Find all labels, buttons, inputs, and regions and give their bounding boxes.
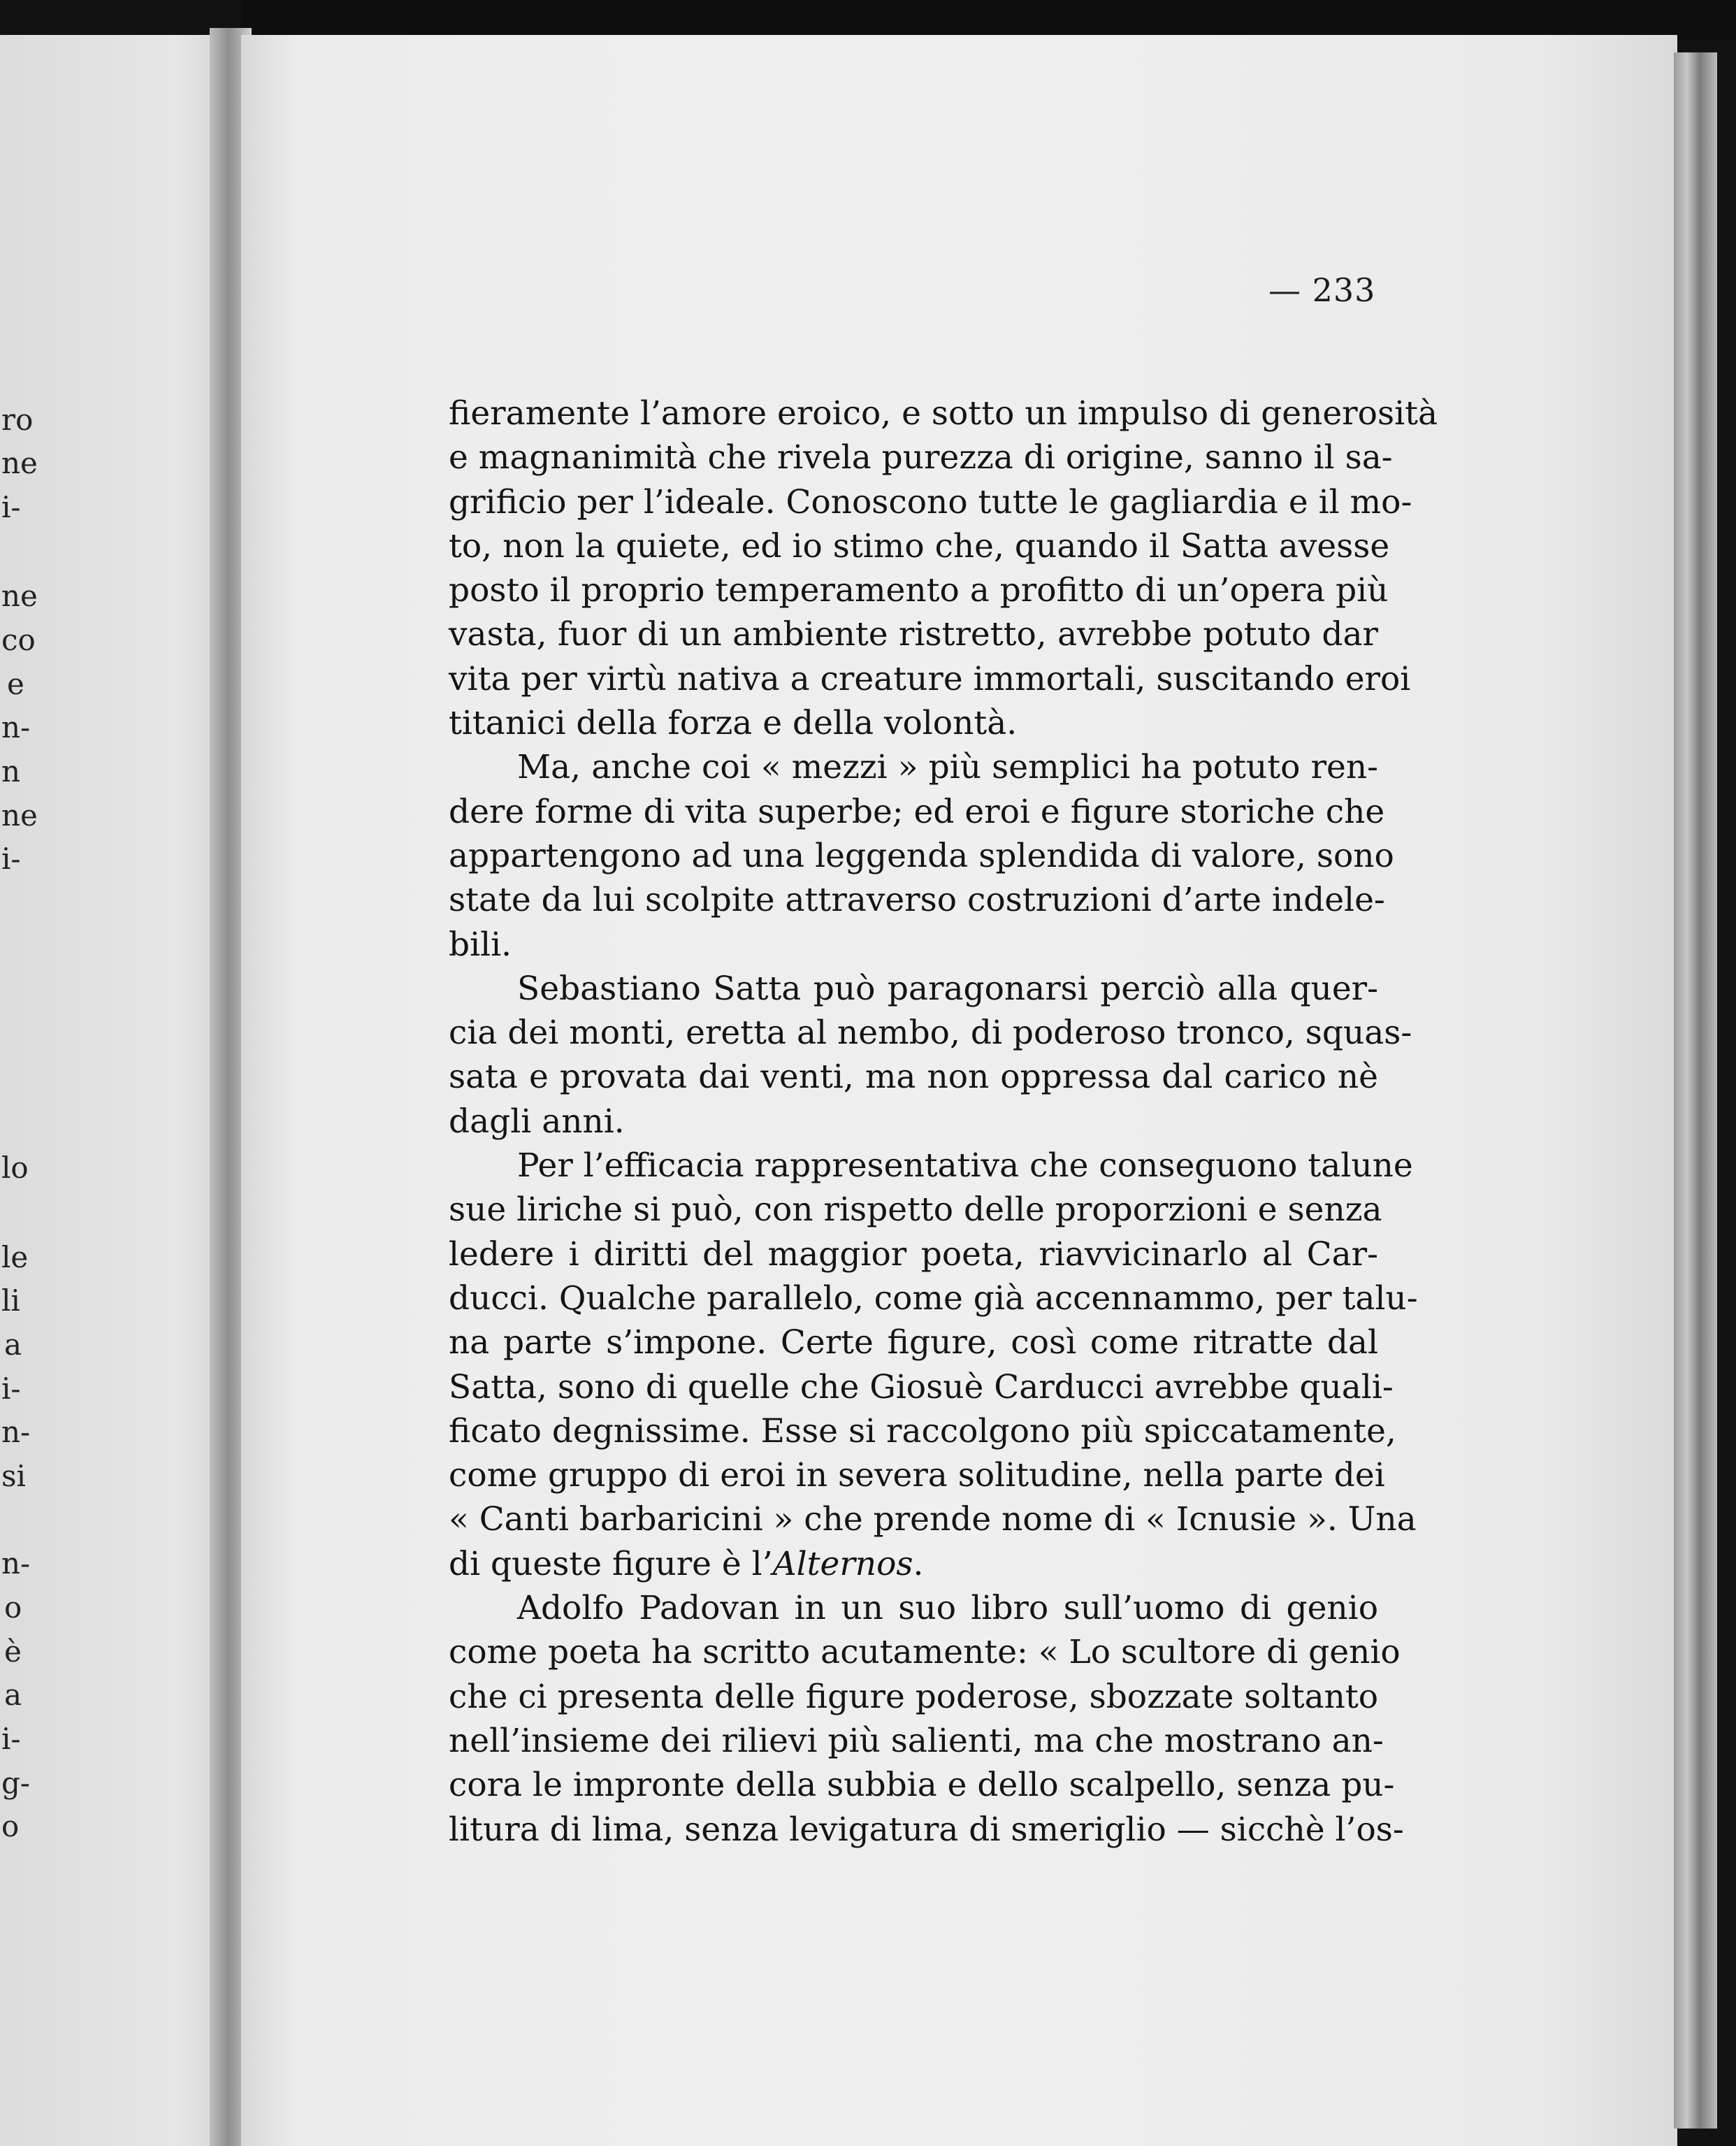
text-line: Ma, anche coi « mezzi » più semplici ha potuto ren-: [517, 748, 1378, 787]
text-line: cia dei monti, eretta al nembo, di poderoso tronco, squas-: [449, 1014, 1412, 1053]
left-fragment: le: [1, 1240, 29, 1274]
paragraph: [449, 1586, 1404, 1852]
text-line: e magnanimità che rivela purezza di origine, sanno il sa-: [449, 438, 1393, 477]
text-line: vasta, fuor di un ambiente ristretto, avrebbe potuto dar: [449, 615, 1378, 654]
italic-title: Alternos: [772, 1544, 913, 1583]
text-line: Per l’efficacia rappresentativa che conseguono talune: [517, 1146, 1413, 1186]
paragraph: [449, 1144, 1418, 1586]
text-line: posto il proprio temperamento a profitto di un’opera più: [449, 571, 1389, 610]
text-line: na parte s’impone. Certe figure, così come ritratte dal: [449, 1323, 1378, 1362]
text-line: bili.: [449, 925, 512, 964]
paragraph: [449, 391, 1438, 745]
text-line-suffix: .: [913, 1544, 924, 1583]
left-fragment: a: [4, 1678, 22, 1712]
text-line: ficato degnissime. Esse si raccolgono più spiccatamente,: [449, 1411, 1396, 1450]
text-line: Sebastiano Satta può paragonarsi perciò alla quer-: [517, 969, 1378, 1008]
text-line: litura di lima, senza levigatura di smeriglio — sicchè l’os-: [449, 1810, 1404, 1849]
paragraph: [449, 967, 1412, 1144]
text-line: Satta, sono di quelle che Giosuè Carducci avrebbe quali-: [449, 1367, 1394, 1406]
text-line: « Canti barbaricini » che prende nome di « Icnusie ». Una: [449, 1500, 1417, 1539]
text-line: cora le impronte della subbia e dello scalpello, senza pu-: [449, 1766, 1395, 1805]
left-fragment: i-: [1, 490, 21, 524]
left-fragment: i-: [1, 1371, 21, 1406]
text-line: vita per virtù nativa a creature immortali, suscitando eroi: [449, 659, 1411, 698]
text-line: appartengono ad una leggenda splendida di valore, sono: [449, 836, 1394, 875]
page-number: — 233: [1268, 271, 1376, 309]
page-stack-edge: [1674, 52, 1717, 2129]
text-line: come gruppo di eroi in severa solitudine, nella parte dei: [449, 1456, 1385, 1495]
left-fragment: n: [1, 754, 21, 788]
left-fragment: n-: [1, 1546, 31, 1580]
text-line: grificio per l’ideale. Conoscono tutte le gagliardia e il mo-: [449, 482, 1412, 521]
text-line: come poeta ha scritto acutamente: « Lo scultore di genio: [449, 1633, 1401, 1672]
text-line: nell’insieme dei rilievi più salienti, ma che mostrano an-: [449, 1721, 1384, 1760]
text-line: ducci. Qualche parallelo, come già accennammo, per talu-: [449, 1279, 1418, 1318]
text-line: Adolfo Padovan in un suo libro sull’uomo di genio: [517, 1589, 1378, 1628]
left-fragment: co: [1, 623, 36, 657]
left-fragment: ne: [1, 579, 38, 613]
left-fragment: lo: [1, 1151, 29, 1185]
text-line: che ci presenta delle figure poderose, sbozzate soltanto: [449, 1677, 1379, 1716]
text-line: ledere i diritti del maggior poeta, riavvicinarlo al Car-: [449, 1234, 1378, 1274]
body-text: [449, 391, 1438, 1852]
left-fragment: ne: [1, 798, 38, 833]
left-fragment: e: [7, 667, 24, 701]
text-line: sue liriche si può, con rispetto delle proporzioni e senza: [449, 1190, 1382, 1230]
left-fragment: ne: [1, 446, 38, 480]
paragraph: [449, 745, 1394, 966]
text-line: sata e provata dai venti, ma non oppressa dal carico nè: [449, 1058, 1378, 1097]
text-line: fieramente l’amore eroico, e sotto un impulso di generosità: [449, 394, 1438, 433]
text-line: state da lui scolpite attraverso costruzioni d’arte indele-: [449, 881, 1385, 920]
left-fragment: n-: [1, 1415, 31, 1449]
text-line-prefix: di queste figure è l’: [449, 1544, 773, 1583]
text-line: to, non la quiete, ed io stimo che, quando il Satta avesse: [449, 526, 1390, 566]
text-line: dagli anni.: [449, 1102, 625, 1141]
left-page-text-fragments: [0, 35, 38, 2146]
left-fragment: o: [4, 1590, 22, 1625]
left-fragment: i-: [1, 1722, 21, 1756]
left-fragment: g-: [1, 1766, 31, 1800]
text-line: titanici della forza e della volontà.: [449, 704, 1018, 743]
left-fragment: i-: [1, 842, 21, 876]
left-fragment: è: [4, 1634, 22, 1669]
left-fragment: a: [4, 1327, 22, 1362]
left-fragment: li: [1, 1283, 20, 1318]
text-line: dere forme di vita superbe; ed eroi e figure storiche che: [449, 792, 1385, 831]
left-fragment: ro: [1, 403, 34, 437]
text-line: [449, 1542, 1378, 1586]
left-fragment: si: [1, 1459, 26, 1493]
left-fragment: n-: [1, 710, 31, 744]
left-fragment: o: [1, 1809, 20, 1843]
